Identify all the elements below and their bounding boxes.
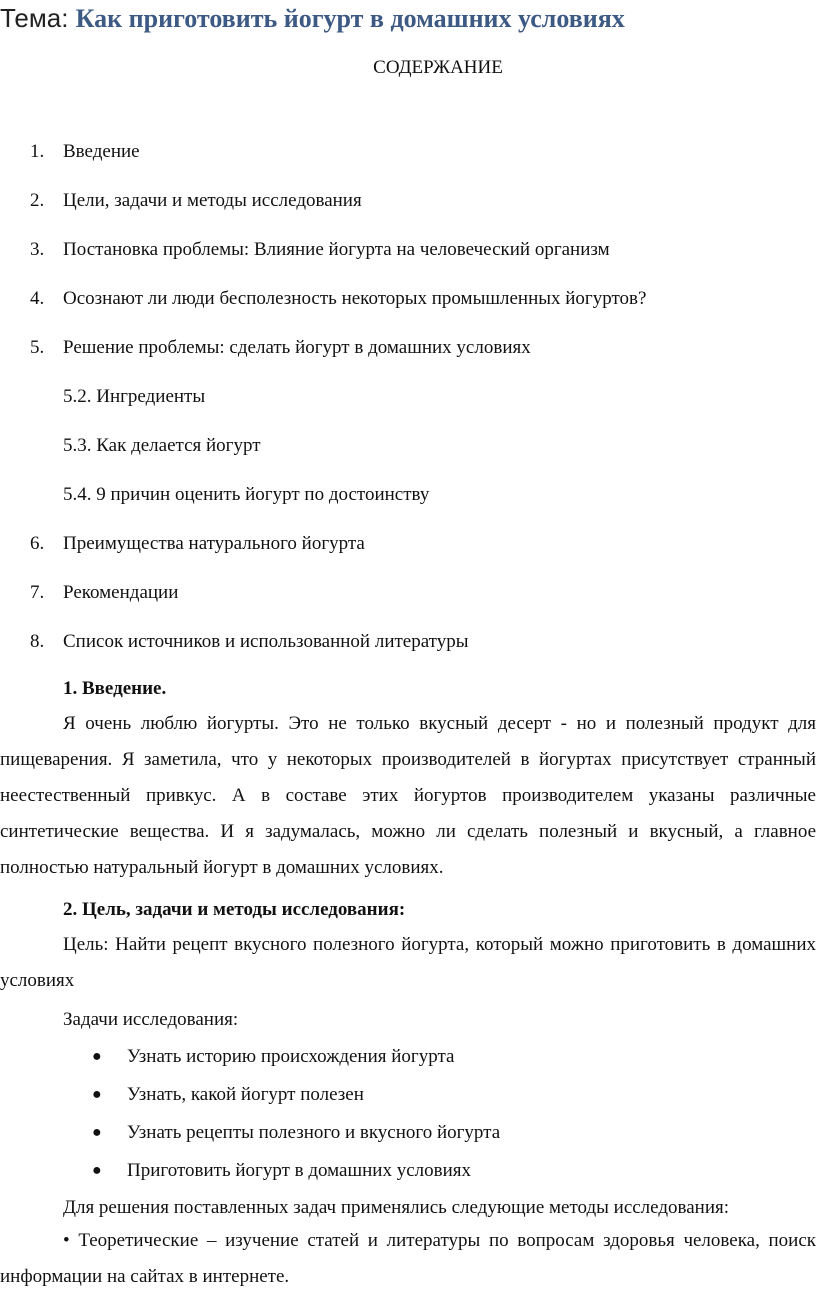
topic-prefix: Тема:: [0, 3, 76, 33]
task-text: Узнать историю происхождения йогурта: [127, 1046, 455, 1067]
toc-item-text: Осознают ли люди бесполезность некоторых промышленных йогуртов?: [63, 288, 647, 309]
bullet-icon: ●: [92, 1048, 102, 1065]
toc-item-number: 8.: [30, 631, 45, 652]
toc-item-text: Рекомендации: [63, 582, 179, 603]
toc-item-text: Список источников и использованной литературы: [63, 631, 469, 652]
toc-subitem-text: 5.2. Ингредиенты: [63, 386, 206, 407]
toc-item-text: Введение: [63, 141, 140, 162]
methods-intro: Для решения поставленных задач применялись следующие методы исследования:: [63, 1197, 730, 1218]
toc-item-number: 6.: [30, 533, 45, 554]
section-1-heading: 1. Введение.: [63, 678, 167, 699]
bullet-icon: ●: [92, 1086, 102, 1103]
toc-item-number: 4.: [30, 288, 45, 309]
task-text: Узнать рецепты полезного и вкусного йогурта: [127, 1122, 501, 1143]
toc-item-text: Решение проблемы: сделать йогурт в домашних условиях: [63, 337, 531, 358]
toc-item-number: 1.: [30, 141, 45, 162]
toc-item-text: Преимущества натурального йогурта: [63, 533, 365, 554]
toc-item-number: 2.: [30, 190, 45, 211]
section-1-paragraph: Я очень люблю йогурты. Это не только вкусный десерт - но и полезный продукт для пищеварения. Я заметила, что у некоторых производителей в йогуртах присутствует странный неестественный привкус. А в составе этих йогуртов производителем указаны различные синтетические вещества. И я задумалась, можно ли сделать полезный и вкусный, а главное полностью натуральный йогурт в домашних условиях.: [0, 713, 816, 878]
methods-theory-paragraph: • Теоретические – изучение статей и литературы по вопросам здоровья человека, поиск информации на сайтах в интернете.: [0, 1230, 816, 1287]
toc-item-number: 7.: [30, 582, 45, 603]
bullet-icon: ●: [92, 1162, 102, 1179]
toc-subitem-text: 5.3. Как делается йогурт: [63, 435, 261, 456]
tasks-label: Задачи исследования:: [63, 1009, 239, 1030]
topic-line: [0, 2, 625, 35]
toc-subitem-text: 5.4. 9 причин оценить йогурт по достоинству: [63, 484, 430, 505]
toc-item-number: 3.: [30, 239, 45, 260]
toc-item-text: Цели, задачи и методы исследования: [63, 190, 362, 211]
contents-heading: СОДЕРЖАНИЕ: [373, 57, 503, 78]
toc-item-text: Постановка проблемы: Влияние йогурта на человеческий организм: [63, 239, 610, 260]
bullet-icon: ●: [92, 1124, 102, 1141]
task-text: Приготовить йогурт в домашних условиях: [127, 1160, 471, 1181]
section-2-heading: 2. Цель, задачи и методы исследования:: [63, 899, 406, 920]
document-title: Как приготовить йогурт в домашних условиях: [75, 4, 625, 33]
toc-item-number: 5.: [30, 337, 45, 358]
goal-paragraph: Цель: Найти рецепт вкусного полезного йогурта, который можно приготовить в домашних условиях: [0, 934, 816, 991]
task-text: Узнать, какой йогурт полезен: [127, 1084, 364, 1105]
